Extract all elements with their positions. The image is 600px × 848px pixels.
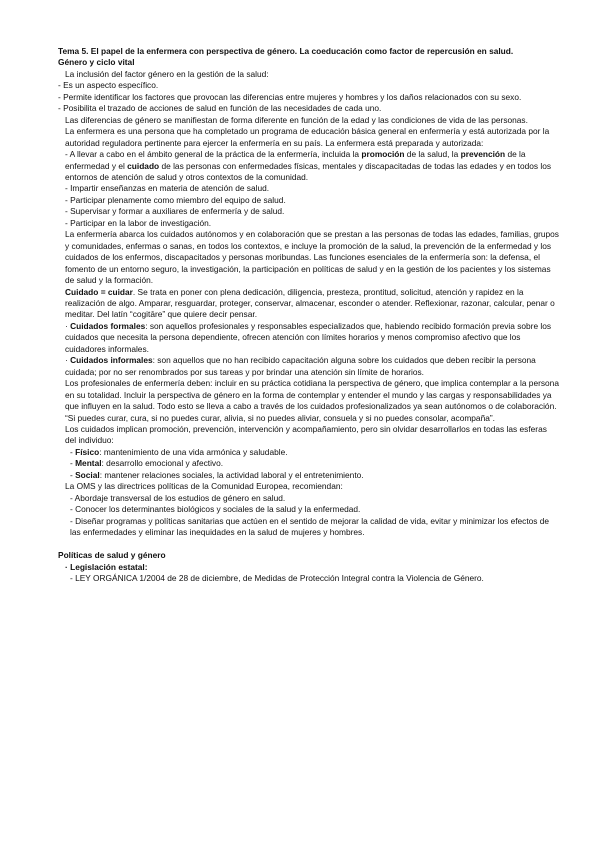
list-item: - Abordaje transversal de los estudios de género en salud. <box>70 492 286 503</box>
list-item: - Impartir enseñanzas en materia de atención de salud. <box>65 183 270 194</box>
section-heading-genero-ciclo-vital: Género y ciclo vital <box>58 57 135 68</box>
paragraph-cuidados-informales: · Cuidados informales: son aquellos que no han recibido capacitación alguna sobre los cuidados que deben recibir la persona cuidada; por no ser renombrados por sus tareas y por brindar una atención sin límite de horarios. <box>65 355 536 377</box>
list-item-fisico: - Físico: mantenimiento de una vida armónica y saludable. <box>70 446 288 457</box>
list-item-ley: - LEY ORGÁNICA 1/2004 de 28 de diciembre, de Medidas de Protección Integral contra la Violencia de Género. <box>70 573 484 584</box>
list-item-social: - Social: mantener relaciones sociales, la actividad laboral y el entretenimiento. <box>70 469 364 480</box>
text-run: . Se trata en poner con plena dedicación, diligencia, presteza, prontitud, solicitud, atención y rapidez en la realización de algo. Amparar, resguardar, proteger, conservar, almacenar, esconder o atender. Reflexionar, razonar, calcular, penar o meditar. Del latín “cogitāre” que quiere decir pensar. <box>65 286 555 320</box>
term-mental: Mental <box>75 458 102 469</box>
text-run: de la enfermedad y el <box>65 149 526 171</box>
list-item: - Supervisar y formar a auxiliares de enfermería y de salud. <box>65 206 285 217</box>
paragraph-enfermera: La enfermera es una persona que ha completado un programa de educación básica general en enfermería y está autorizada por la autoridad reguladora pertinente para ejercer la enfermería en su país. La enfermera está preparada y autorizada: <box>65 126 550 148</box>
quote: “Si puedes curar, cura, si no puedes curar, alivia, si no puedes aliviar, consuela y si no puedes consolar, acompaña”. <box>65 412 495 423</box>
term-promocion: promoción <box>361 149 405 160</box>
term-fisico: Físico <box>75 446 100 457</box>
list-item: - Es un aspecto específico. <box>58 80 159 91</box>
paragraph-abarca: La enfermería abarca los cuidados autónomos y en colaboración que se prestan a las personas de todas las edades, familias, grupos y comunidades, enfermas o sanas, en todos los contextos, e incluye la promoción de la salud, la prevención de la enfermedad y los cuidados de los enfermos, discapacitados y personas moribundas. Las funciones esenciales de la enfermería son: la defensa, el fomento de un entorno seguro, la investigación, la participación en políticas de salud y en la gestión de los pacientes y los sistemas de salud y la formación. <box>65 229 559 286</box>
text-run: de la salud, la <box>404 149 461 160</box>
term-cuidado: cuidado <box>127 160 160 171</box>
document-title: Tema 5. El papel de la enfermera con perspectiva de género. La coeducación como factor de repercusión en salud. <box>58 46 514 56</box>
list-item-mental: - Mental: desarrollo emocional y afectivo. <box>70 458 224 469</box>
term-social: Social <box>75 469 100 480</box>
paragraph-cuidado-definicion <box>58 287 560 321</box>
list-item: - Participar en la labor de investigación. <box>65 217 212 228</box>
spacer <box>58 538 560 550</box>
paragraph-inclusion: La inclusión del factor género en la gestión de la salud: <box>65 68 269 79</box>
paragraph-llevar-a-cabo <box>58 149 560 183</box>
term-cuidados-informales: Cuidados informales <box>70 355 153 366</box>
term-prevencion: prevención <box>460 149 506 160</box>
text-run: : son aquellos que no han recibido capacitación alguna sobre los cuidados que deben recibir la persona cuidada; por no ser renombrados por sus tareas y por brindar una atención sin límite de horarios. <box>65 355 536 377</box>
list-item: - Permite identificar los factores que provocan las diferencias entre mujeres y hombres y los daños relacionados con su sexo. <box>58 91 522 102</box>
text-run: : son aquellos profesionales y responsables especializados que, habiendo recibido formación previa sobre los cuidados que necesita la persona dependiente, ofrecen atención con límites horarios y menos compromiso afectivo que los cuidadores informales. <box>65 320 552 354</box>
section-heading-politicas: Políticas de salud y género <box>58 550 166 561</box>
term-cuidado-cuidar: Cuidado = cuidar <box>65 286 133 297</box>
list-item: - Participar plenamente como miembro del equipo de salud. <box>65 194 286 205</box>
text-run: : mantener relaciones sociales, la actividad laboral y el entretenimiento. <box>99 469 364 480</box>
text-run: de las personas con enfermedades físicas, mentales y discapacitadas de todas las edades y en todos los entornos de atención de salud y otros contextos de la comunidad. <box>65 160 552 182</box>
subheading-legislacion: · Legislación estatal: <box>65 561 148 572</box>
paragraph-profesionales: Los profesionales de enfermería deben: incluir en su práctica cotidiana la perspectiva de género, que implica contemplar a la persona en su totalidad. Incluir la perspectiva de género en la forma de contemplar y entender el mundo y las cargas y responsabilidades ya que influyen en la salud. Todo esto se lleva a cabo a través de los cuidados profesionalizados ya sean autónomos o de colaboración. <box>65 378 559 412</box>
text-run: : desarrollo emocional y afectivo. <box>101 458 224 469</box>
text-run: - A llevar a cabo en el ámbito general de la práctica de la enfermería, incluida la <box>65 149 362 160</box>
paragraph-cuidados-formales: · Cuidados formales: son aquellos profesionales y responsables especializados que, habiendo recibido formación previa sobre los cuidados que necesita la persona dependiente, ofrecen atención con límites horarios y menos compromiso afectivo que los cuidadores informales. <box>65 320 552 354</box>
list-item: - Diseñar programas y políticas sanitarias que actúen en el sentido de mejorar la calidad de vida, evitar y minimizar los efectos de las enfermedades y eliminar las inequidades en la salud de mujeres y hombres. <box>70 515 550 538</box>
text-run: : mantenimiento de una vida armónica y saludable. <box>99 446 288 457</box>
paragraph-implican: Los cuidados implican promoción, prevención, intervención y acompañamiento, pero sin olvidar desarrollarlos en todas las esferas del individuo: <box>65 423 547 446</box>
list-item: - Conocer los determinantes biológicos y sociales de la salud y la enfermedad. <box>70 504 361 515</box>
list-item: - Posibilita el trazado de acciones de salud en función de las necesidades de cada uno. <box>58 103 382 114</box>
term-cuidados-formales: Cuidados formales <box>70 320 146 331</box>
paragraph-oms: La OMS y las directrices políticas de la Comunidad Europea, recomiendan: <box>65 481 343 492</box>
paragraph-diferencias: Las diferencias de género se manifiestan de forma diferente en función de la edad y las condiciones de vida de las personas. <box>65 114 528 125</box>
